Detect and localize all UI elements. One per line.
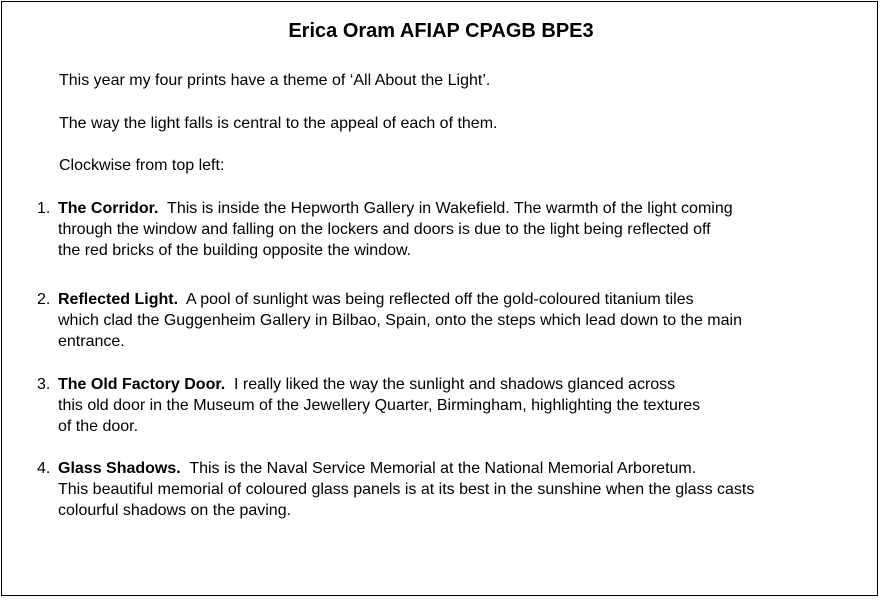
list-item-text: through the window and falling on the lockers and doors is due to the light being reflected off — [58, 221, 711, 238]
list-item-1 — [37, 198, 867, 261]
list-item-4 — [37, 458, 867, 521]
list-item-text: A pool of sunlight was being reflected off the gold-coloured titanium tiles — [178, 291, 694, 308]
list-item-first-line — [58, 458, 867, 479]
list-item-text: entrance. — [58, 333, 125, 350]
list-item-text: of the door. — [58, 418, 139, 435]
list-item-number: 4. — [37, 460, 51, 477]
list-item-number: 1. — [37, 200, 51, 217]
list-item-3 — [37, 374, 867, 437]
list-item-text: colourful shadows on the paving. — [58, 502, 292, 519]
list-item-number: 2. — [37, 291, 51, 308]
intro-paragraph-1: This year my four prints have a theme of ‘All About the Light’. — [59, 72, 491, 89]
list-item-text: I really liked the way the sunlight and shadows glanced across — [225, 376, 676, 393]
list-item-heading: Reflected Light. — [58, 291, 179, 308]
list-item-first-line — [58, 374, 867, 395]
list-item-number: 3. — [37, 376, 51, 393]
list-item-first-line — [58, 198, 867, 219]
list-item-text: the red bricks of the building opposite the window. — [58, 242, 412, 259]
list-item-heading: The Corridor. — [58, 200, 159, 217]
intro-paragraph-3: Clockwise from top left: — [59, 157, 225, 174]
list-item-2 — [37, 289, 867, 352]
list-item-heading: The Old Factory Door. — [58, 376, 226, 393]
list-item-text: This is inside the Hepworth Gallery in Wakefield. The warmth of the light coming — [158, 200, 733, 217]
list-item-text: This beautiful memorial of coloured glass panels is at its best in the sunshine when the glass casts — [58, 481, 755, 498]
intro-paragraph-2: The way the light falls is central to the appeal of each of them. — [59, 115, 498, 132]
list-item-text: This is the Naval Service Memorial at the National Memorial Arboretum. — [180, 460, 697, 477]
list-item-heading: Glass Shadows. — [58, 460, 181, 477]
list-item-text: which clad the Guggenheim Gallery in Bilbao, Spain, onto the steps which lead down to the main — [58, 312, 742, 329]
page-title: Erica Oram AFIAP CPAGB BPE3 — [288, 20, 594, 42]
list-item-first-line — [58, 289, 867, 310]
list-item-text: this old door in the Museum of the Jewellery Quarter, Birmingham, highlighting the textures — [58, 397, 701, 414]
